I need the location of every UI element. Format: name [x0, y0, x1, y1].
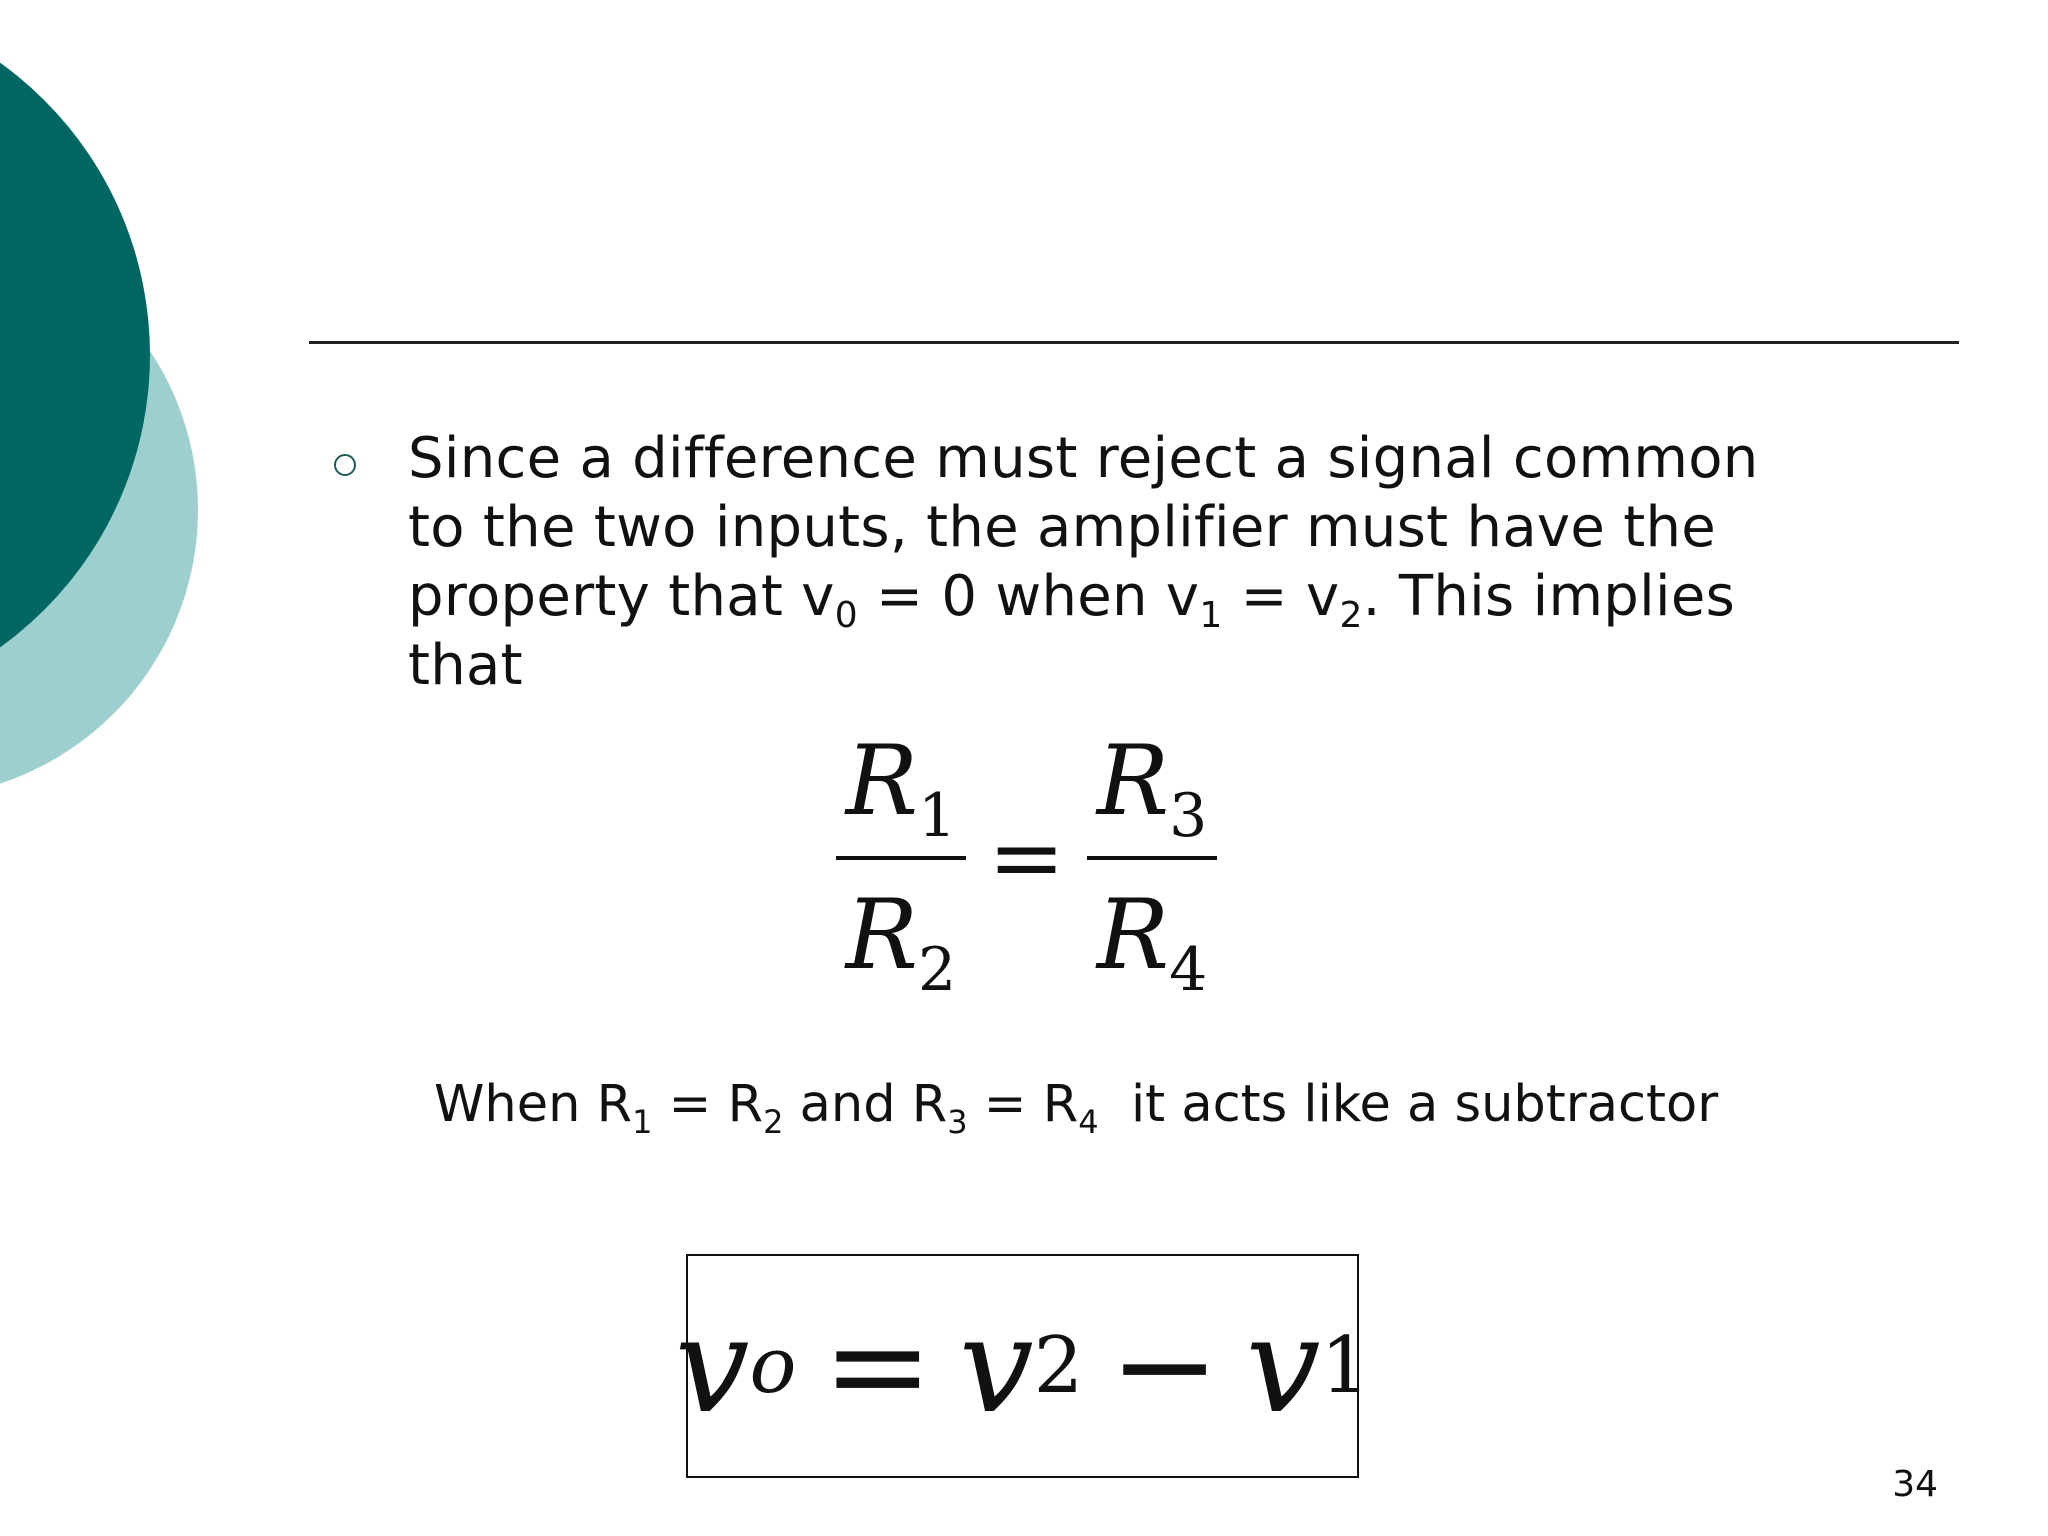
page-number: 34: [1892, 1464, 1938, 1505]
subscript: 0: [834, 595, 858, 636]
equals-sign: =: [988, 804, 1066, 911]
subscript: 1: [918, 781, 957, 851]
symbol: R: [1096, 725, 1170, 837]
left-denominator: [846, 860, 956, 1010]
subscript: 2: [1339, 595, 1363, 636]
resistor-ratio-equation: [836, 706, 1217, 1010]
left-numerator: [846, 706, 956, 856]
bullet-text: [408, 424, 1834, 700]
right-numerator: [1097, 706, 1207, 856]
text-segment: = v: [1222, 564, 1340, 629]
subscript: 1: [632, 1103, 653, 1141]
title-divider: [309, 341, 1959, 344]
decorative-circles: [0, 0, 220, 820]
bullet-line-2: to the two inputs, the amplifier must have the: [408, 495, 1717, 560]
symbol: v: [674, 1289, 750, 1443]
bullet-point: [334, 424, 1834, 700]
bullet-line-4: that: [408, 633, 523, 698]
text-segment: When R: [434, 1075, 633, 1134]
subscript: 4: [1078, 1103, 1099, 1141]
text-segment: and R: [783, 1075, 948, 1134]
subscript: 2: [763, 1103, 784, 1141]
text-segment: = R: [967, 1075, 1079, 1134]
text-segment: property that v: [408, 564, 835, 629]
text-segment: = 0 when v: [857, 564, 1200, 629]
text-segment: = R: [652, 1075, 764, 1134]
bullet-line-1: Since a difference must reject a signal common: [408, 426, 1759, 491]
subscript: 3: [947, 1103, 968, 1141]
equals-sign: =: [822, 1289, 934, 1443]
hollow-circle-bullet-icon: [334, 454, 356, 476]
subscript: 3: [1169, 781, 1208, 851]
subscript: 2: [918, 935, 957, 1005]
left-fraction: [836, 706, 966, 1010]
right-denominator: [1097, 860, 1207, 1010]
symbol: R: [1096, 879, 1170, 991]
symbol: v: [959, 1289, 1034, 1443]
subscript: 4: [1169, 935, 1208, 1005]
bullet-line-3: [408, 562, 1834, 636]
text-segment: it acts like a subtractor: [1098, 1075, 1719, 1134]
symbol: R: [845, 879, 919, 991]
text-segment: . This implies: [1362, 564, 1736, 629]
minus-sign: −: [1109, 1289, 1220, 1443]
symbol: R: [845, 725, 919, 837]
subscript: 1: [1199, 595, 1223, 636]
right-fraction: [1087, 706, 1217, 1010]
symbol: v: [1245, 1289, 1321, 1443]
subtractor-output-equation: v o = v 2 − v 1: [686, 1254, 1359, 1478]
subtractor-condition: [434, 1075, 1719, 1141]
